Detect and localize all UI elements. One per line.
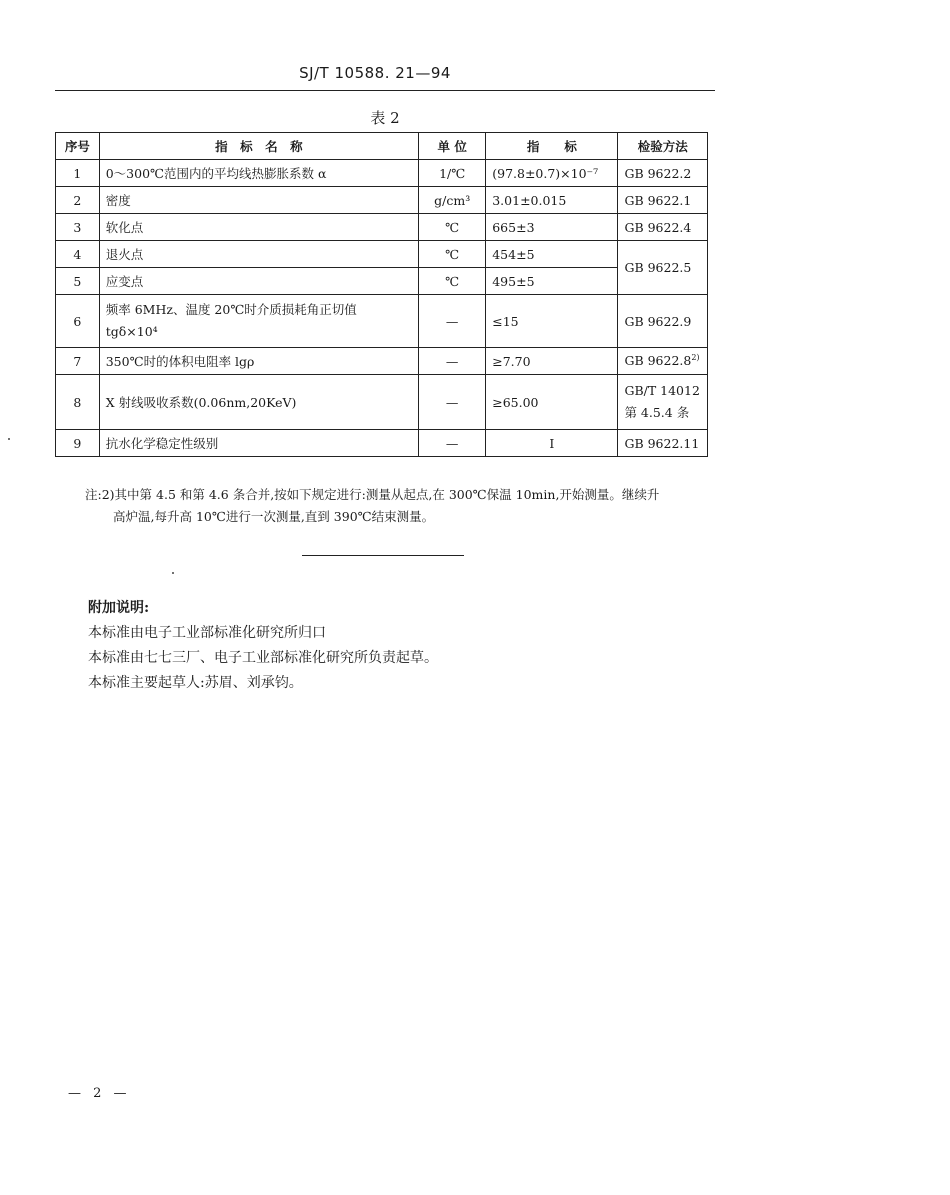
row-value: ≥65.00 xyxy=(486,375,618,430)
row-method: GB 9622.11 xyxy=(618,430,708,457)
footnote-ref: 2) xyxy=(691,353,700,363)
row-method: GB 9622.2 xyxy=(618,160,708,187)
row-unit: g/cm³ xyxy=(419,187,486,214)
row-value: 495±5 xyxy=(486,268,618,295)
table-caption: 表 2 xyxy=(370,109,400,127)
row-no: 8 xyxy=(56,375,100,430)
row-name xyxy=(99,295,418,348)
scan-speck xyxy=(172,572,174,574)
row-unit: — xyxy=(419,375,486,430)
table-row xyxy=(56,214,708,241)
row-name-line1: 频率 6MHz、温度 20℃时介质损耗角正切值 xyxy=(105,302,357,317)
table-row xyxy=(56,430,708,457)
row-method-line2: 第 4.5.4 条 xyxy=(624,405,690,420)
row-value: 665±3 xyxy=(486,214,618,241)
row-no: 4 xyxy=(56,241,100,268)
column-header-method: 检验方法 xyxy=(618,133,708,160)
standard-code-header: SJ/T 10588. 21—94 xyxy=(299,64,451,82)
row-value: ≤15 xyxy=(486,295,618,348)
row-value: 454±5 xyxy=(486,241,618,268)
row-unit: ℃ xyxy=(419,241,486,268)
row-method: GB 9622.9 xyxy=(618,295,708,348)
column-header-name: 指 标 名 称 xyxy=(99,133,418,160)
footnote-line2: 高炉温,每升高 10℃进行一次测量,直到 390℃结束测量。 xyxy=(113,509,435,524)
row-unit: — xyxy=(419,430,486,457)
footnote-line1: 注:2)其中第 4.5 和第 4.6 条合并,按如下规定进行:测量从起点,在 300℃保温 10min,开始测量。继续升 xyxy=(85,487,660,502)
row-name-line2: tgδ×10⁴ xyxy=(105,324,158,339)
column-header-value: 指 标 xyxy=(486,133,618,160)
row-name: 退火点 xyxy=(99,241,418,268)
row-method: GB 9622.4 xyxy=(618,214,708,241)
row-no: 3 xyxy=(56,214,100,241)
scan-speck xyxy=(8,438,10,440)
row-method-text: GB 9622.8 xyxy=(624,353,692,369)
table-row xyxy=(56,375,708,430)
table-row xyxy=(56,187,708,214)
row-value: ≥7.70 xyxy=(486,348,618,375)
additional-notes xyxy=(88,596,688,696)
column-header-no: 序号 xyxy=(56,133,100,160)
table-footnote xyxy=(85,484,725,528)
row-no: 1 xyxy=(56,160,100,187)
table-row xyxy=(56,241,708,268)
row-value: (97.8±0.7)×10⁻⁷ xyxy=(486,160,618,187)
row-no: 2 xyxy=(56,187,100,214)
row-name: 应变点 xyxy=(99,268,418,295)
row-no: 7 xyxy=(56,348,100,375)
row-name: 软化点 xyxy=(99,214,418,241)
row-value: I xyxy=(486,430,618,457)
table-row xyxy=(56,268,708,295)
row-unit: ℃ xyxy=(419,268,486,295)
additional-notes-line: 本标准由电子工业部标准化研究所归口 xyxy=(88,625,326,641)
row-method: GB 9622.1 xyxy=(618,187,708,214)
column-header-unit: 单 位 xyxy=(419,133,486,160)
row-name: X 射线吸收系数(0.06nm,20KeV) xyxy=(99,375,418,430)
additional-notes-line: 本标准由七七三厂、电子工业部标准化研究所负责起草。 xyxy=(88,650,438,666)
row-method-merged: GB 9622.5 xyxy=(618,241,708,295)
row-name: 0～300℃范围内的平均线热膨胀系数 α xyxy=(99,160,418,187)
row-unit: — xyxy=(419,348,486,375)
additional-notes-line: 本标准主要起草人:苏眉、刘承钧。 xyxy=(88,675,303,691)
spec-table xyxy=(55,132,708,457)
table-row xyxy=(56,295,708,348)
row-unit: 1/℃ xyxy=(419,160,486,187)
row-name: 抗水化学稳定性级别 xyxy=(99,430,418,457)
row-no: 9 xyxy=(56,430,100,457)
row-name: 密度 xyxy=(99,187,418,214)
table-header-row xyxy=(56,133,708,160)
table-row xyxy=(56,160,708,187)
table-row xyxy=(56,348,708,375)
page-number: — 2 — xyxy=(68,1086,131,1101)
row-unit: — xyxy=(419,295,486,348)
row-method xyxy=(618,375,708,430)
header-rule xyxy=(55,90,715,91)
row-no: 5 xyxy=(56,268,100,295)
row-method xyxy=(618,348,708,375)
row-no: 6 xyxy=(56,295,100,348)
section-separator xyxy=(302,555,464,556)
row-unit: ℃ xyxy=(419,214,486,241)
row-name: 350℃时的体积电阻率 lgρ xyxy=(99,348,418,375)
additional-notes-title: 附加说明: xyxy=(88,600,150,616)
row-value: 3.01±0.015 xyxy=(486,187,618,214)
row-method-line1: GB/T 14012 xyxy=(624,383,700,398)
